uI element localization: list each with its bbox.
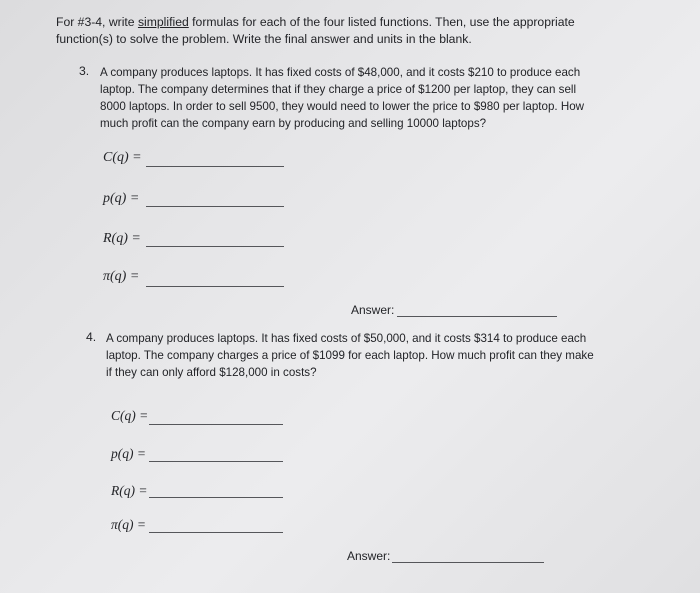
p4-revenue-function-label: R(q) =: [111, 483, 148, 498]
p4-answer-blank[interactable]: [392, 562, 544, 563]
p3-cost-blank[interactable]: [146, 166, 284, 167]
p4-cost-function-label: C(q) =: [111, 408, 149, 423]
problem-3-line: much profit can the company earn by producing and selling 10000 laptops?: [100, 117, 487, 130]
p4-price-function-label: p(q) =: [111, 446, 146, 461]
p4-cost-blank[interactable]: [149, 424, 283, 425]
p3-cost-function-label: C(q) =: [103, 150, 142, 165]
p3-revenue-function-label: R(q) =: [103, 231, 141, 246]
p3-price-blank[interactable]: [146, 206, 284, 207]
p4-revenue-blank[interactable]: [149, 497, 283, 498]
p4-price-blank[interactable]: [149, 461, 283, 462]
p3-answer-label: Answer:: [351, 303, 395, 317]
problem-3-line: 8000 laptops. In order to sell 9500, they would need to lower the price to $980 per laptop. How: [100, 100, 585, 113]
problem-3-line: laptop. The company determines that if they charge a price of $1200 per laptop, they can sell: [100, 83, 577, 96]
problem-3-line: A company produces laptops. It has fixed costs of $48,000, and it costs $210 to produce each: [100, 66, 581, 79]
problem-4-text: [106, 330, 691, 381]
p3-answer-blank[interactable]: [397, 316, 557, 317]
p4-profit-blank[interactable]: [149, 532, 283, 533]
problem-3-text: [100, 64, 690, 132]
instructions: [56, 14, 686, 48]
instructions-line-1: For #3-4, write simplified formulas for each of the four listed functions. Then, use the appropriate: [56, 15, 575, 29]
instructions-line-2: function(s) to solve the problem. Write the final answer and units in the blank.: [56, 32, 472, 46]
p3-profit-function-label: π(q) =: [103, 269, 140, 284]
problem-4-line: A company produces laptops. It has fixed costs of $50,000, and it costs $314 to produce each: [106, 332, 587, 345]
p3-revenue-blank[interactable]: [146, 246, 284, 247]
problem-3-number: 3.: [79, 64, 90, 78]
problem-4-line: if they can only afford $128,000 in costs?: [106, 366, 317, 379]
p3-price-function-label: p(q) =: [103, 191, 140, 206]
p4-profit-function-label: π(q) =: [111, 517, 146, 532]
simplified-word: simplified: [137, 15, 189, 29]
p4-answer-label: Answer:: [347, 549, 391, 563]
p3-profit-blank[interactable]: [146, 286, 284, 287]
problem-4-number: 4.: [86, 330, 97, 344]
problem-4-line: laptop. The company charges a price of $1099 for each laptop. How much profit can they make: [106, 349, 594, 362]
